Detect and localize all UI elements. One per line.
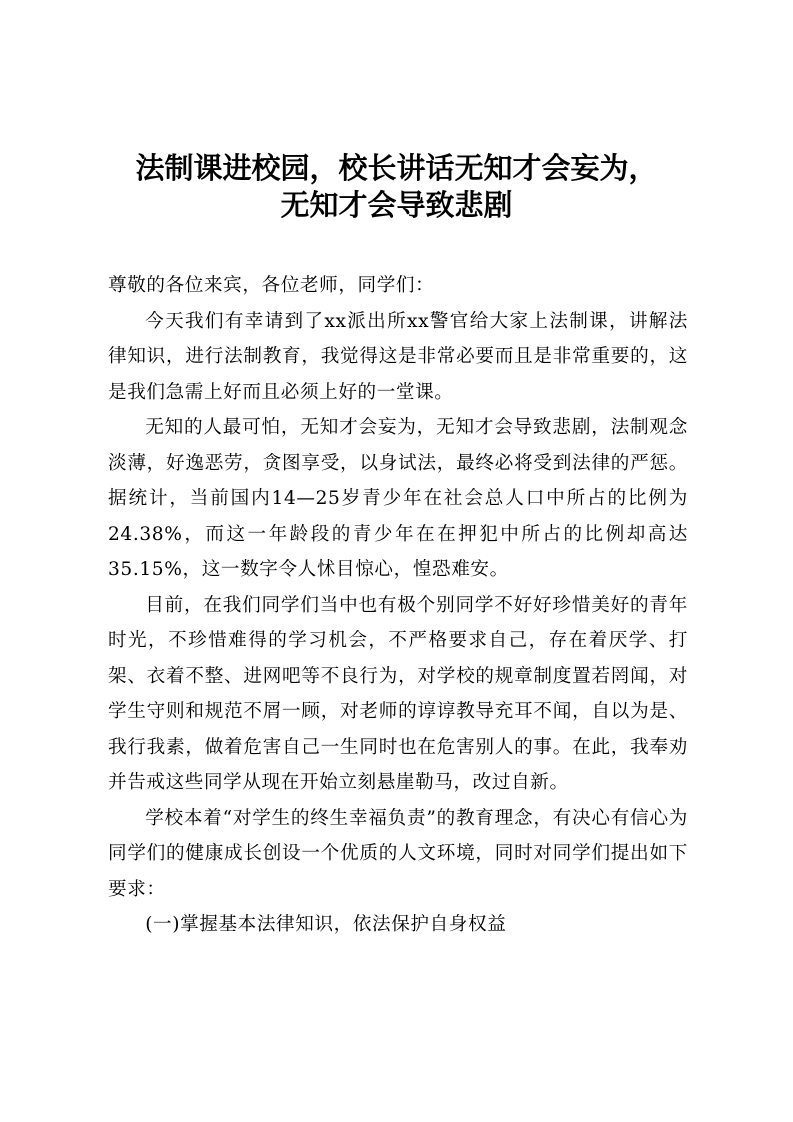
greeting-paragraph: 尊敬的各位来宾，各位老师，同学们：: [108, 275, 435, 296]
title-line-1: 法制课进校园，校长讲话无知才会妄为，: [135, 151, 658, 185]
section-heading-1: (一)掌握基本法律知识，依法保护自身权益: [145, 914, 507, 935]
title-line-2: 无知才会导致悲剧: [280, 188, 513, 222]
document-body: [108, 268, 688, 943]
body-paragraph-2: 无知的人最可怕，无知才会妄为，无知才会导致悲剧，法制观念淡薄，好逸恶劳，贪图享受，以身试法，最终必将受到法律的严惩。据统计，当前国内14—25岁青少年在社会总人口中所占的比例为24.38%，而这一年龄段的青少年在在押犯中所占的比例却高达35.15%，这一数字令人怵目惊心，惶恐难安。: [108, 417, 688, 580]
body-paragraph-4: 学校本着“对学生的终生幸福负责”的教育理念，有决心有信心为同学们的健康成长创设一个优质的人文环境，同时对同学们提出如下要求：: [108, 807, 688, 900]
body-paragraph-1: 今天我们有幸请到了xx派出所xx警官给大家上法制课，讲解法律知识，进行法制教育，我觉得这是非常必要而且是非常重要的，这是我们急需上好而且必须上好的一堂课。: [108, 310, 688, 403]
document-title: [60, 150, 733, 224]
body-paragraph-3: 目前，在我们同学们当中也有极个别同学不好好珍惜美好的青年时光，不珍惜难得的学习机会，不严格要求自己，存在着厌学、打架、衣着不整、进网吧等不良行为，对学校的规章制度置若罔闻，对学生守则和规范不屑一顾，对老师的谆谆教导充耳不闻，自以为是、我行我素，做着危害自己一生同时也在危害别人的事。在此，我奉劝并告戒这些同学从现在开始立刻悬崖勒马，改过自新。: [108, 594, 688, 793]
